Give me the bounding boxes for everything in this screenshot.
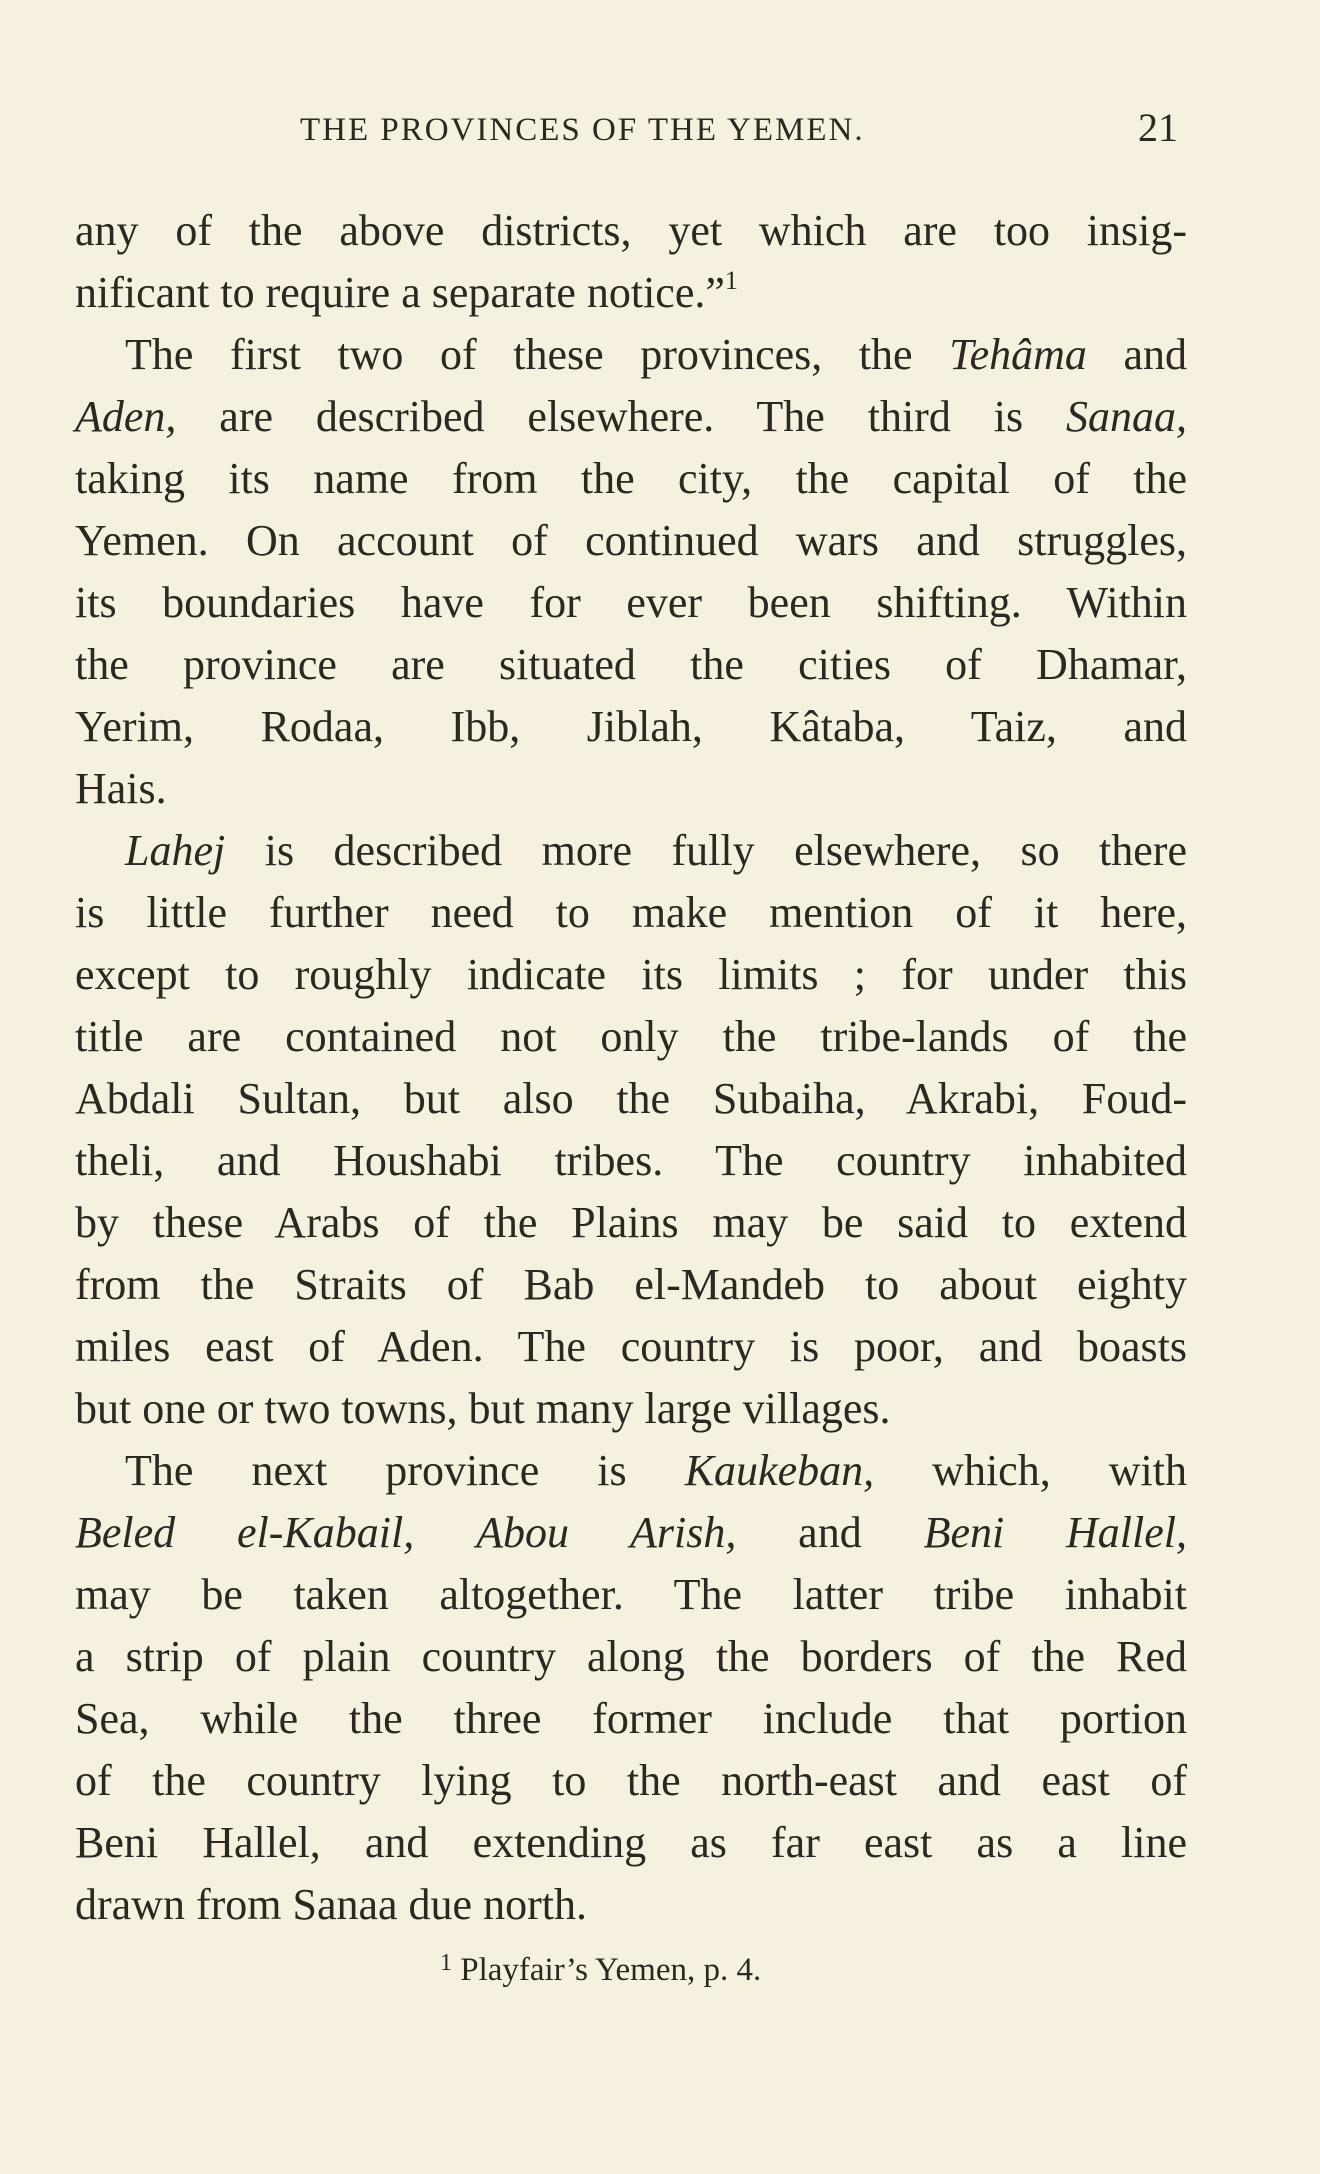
paragraph-2-line-6: the province are situated the cities of Dhamar, bbox=[75, 640, 1187, 689]
paragraph-4-line-5: Sea, while the three former include that portion bbox=[75, 1694, 1187, 1743]
paragraph-3-line-3: except to roughly indicate its limits ; for under this bbox=[75, 950, 1187, 999]
paragraph-2-line-2-b: are described elsewhere. The third is bbox=[176, 392, 1066, 441]
paragraph-1-line-1: any of the above districts, yet which are too insig- bbox=[75, 206, 1187, 255]
paragraph-2-line-4: Yemen. On account of continued wars and struggles, bbox=[75, 516, 1187, 565]
italic-beled-el-kabail: Beled el-Kabail, bbox=[75, 1508, 415, 1557]
paragraph-1-line-2-text: nificant to require a separate notice.” bbox=[75, 268, 725, 317]
paragraph-3-line-9: miles east of Aden. The country is poor, and boasts bbox=[75, 1322, 1187, 1371]
italic-abou-arish: Abou Arish, bbox=[476, 1508, 737, 1557]
running-head: THE PROVINCES OF THE YEMEN. bbox=[300, 112, 865, 148]
paragraph-2-line-7: Yerim, Rodaa, Ibb, Jiblah, Kâtaba, Taiz, and bbox=[75, 702, 1187, 751]
paragraph-2-line-3: taking its name from the city, the capital of the bbox=[75, 454, 1187, 503]
paragraph-3-line-8: from the Straits of Bab el-Mandeb to about eighty bbox=[75, 1260, 1187, 1309]
italic-sanaa: Sanaa, bbox=[1066, 392, 1187, 441]
paragraph-3-line-6: theli, and Houshabi tribes. The country inhabited bbox=[75, 1136, 1187, 1185]
paragraph-2-line-2 bbox=[75, 386, 1187, 448]
italic-aden: Aden, bbox=[75, 392, 177, 441]
footnote-marker: 1 bbox=[440, 1950, 452, 1976]
paragraph-3-line-1-b: is described more fully elsewhere, so there bbox=[225, 826, 1187, 875]
paragraph-4-line-2-b bbox=[414, 1508, 476, 1557]
paragraph-3-line-5: Abdali Sultan, but also the Subaiha, Akrabi, Foud- bbox=[75, 1074, 1187, 1123]
footnote-text: Playfair’s Yemen, p. 4. bbox=[452, 1952, 762, 1988]
paragraph-4-line-2-d: and bbox=[736, 1508, 924, 1557]
paragraph-2-line-5: its boundaries have for ever been shifting. Within bbox=[75, 578, 1187, 627]
paragraph-4-line-2 bbox=[75, 1502, 1187, 1564]
paragraph-4-line-6: of the country lying to the north-east and east of bbox=[75, 1756, 1187, 1805]
paragraph-4-line-7: Beni Hallel, and extending as far east as a line bbox=[75, 1818, 1187, 1867]
page-number: 21 bbox=[1138, 105, 1178, 150]
paragraph-4-line-1-a: The next province is bbox=[125, 1446, 685, 1495]
paragraph-1-line-2 bbox=[75, 262, 1187, 324]
paragraph-4-line-4: a strip of plain country along the borders of the Red bbox=[75, 1632, 1187, 1681]
paragraph-4-line-1 bbox=[75, 1440, 1187, 1502]
italic-lahej: Lahej bbox=[125, 826, 226, 875]
paragraph-3-line-7: by these Arabs of the Plains may be said to extend bbox=[75, 1198, 1187, 1247]
paragraph-2-line-1-c: and bbox=[1086, 330, 1188, 379]
italic-kaukeban: Kaukeban, bbox=[684, 1446, 875, 1495]
paragraph-4-line-3: may be taken altogether. The latter tribe inhabit bbox=[75, 1570, 1187, 1619]
body-text bbox=[75, 200, 1187, 1936]
paragraph-4-line-1-c: which, with bbox=[874, 1446, 1187, 1495]
italic-beni-hallel: Beni Hallel, bbox=[923, 1508, 1188, 1557]
footnote-reference: 1 bbox=[724, 266, 738, 295]
italic-tehama: Tehâma bbox=[949, 330, 1087, 379]
paragraph-2-line-1 bbox=[75, 324, 1187, 386]
footnote bbox=[440, 1948, 761, 1992]
paragraph-3-line-10: but one or two towns, but many large villages. bbox=[75, 1384, 891, 1433]
paragraph-3-line-2: is little further need to make mention of it here, bbox=[75, 888, 1187, 937]
paragraph-4-line-8: drawn from Sanaa due north. bbox=[75, 1880, 587, 1929]
paragraph-2-line-8: Hais. bbox=[75, 764, 167, 813]
paragraph-2-line-1-a: The first two of these provinces, the bbox=[125, 330, 950, 379]
paragraph-3-line-4: title are contained not only the tribe-lands of the bbox=[75, 1012, 1187, 1061]
paragraph-3-line-1 bbox=[75, 820, 1187, 882]
